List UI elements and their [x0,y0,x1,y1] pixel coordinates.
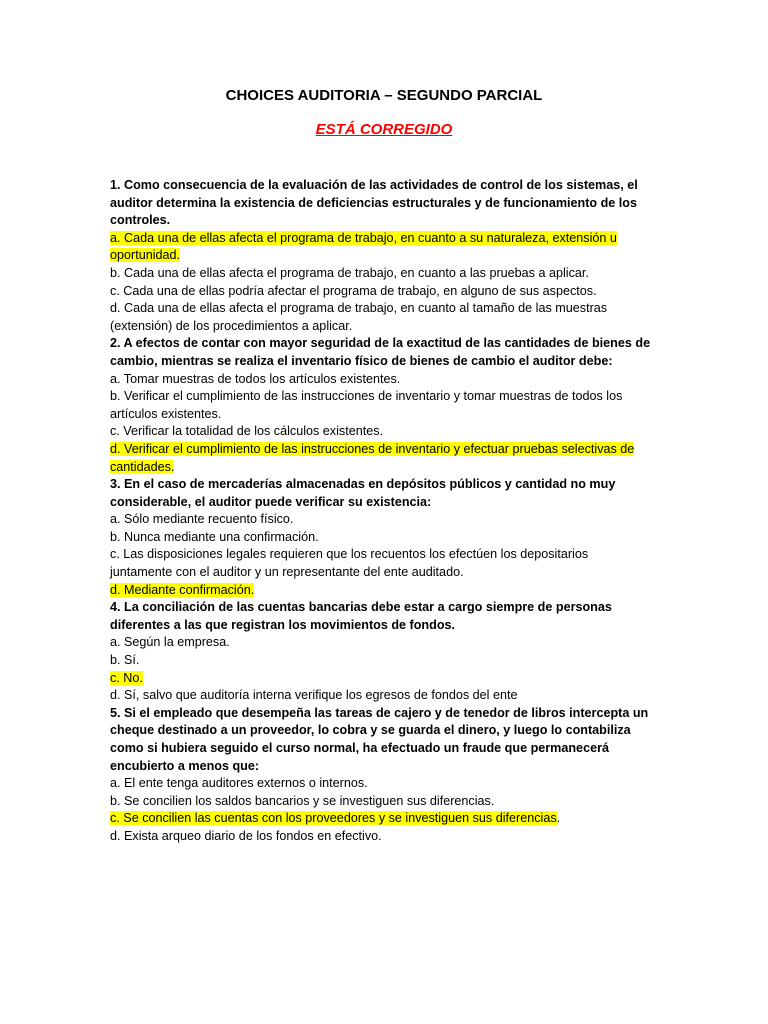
question-3-option-d [110,582,652,600]
question-1-option-d: d. Cada una de ellas afecta el programa de trabajo, en cuanto al tamaño de las muestras (extensión) de los procedimientos a aplicar. [110,301,608,333]
option-trailing-period: . [556,811,561,826]
question-2-option-d [110,441,652,476]
question-4-option-a: a. Según la empresa. [110,635,230,650]
correct-answer-highlight: d. Verificar el cumplimiento de las instrucciones de inventario y efectuar pruebas selectivas de cantidades. [110,441,635,474]
question-4-option-b: b. Sí. [110,653,140,668]
question-1: 1. Como consecuencia de la evaluación de las actividades de control de los sistemas, el auditor determina la existencia de deficiencias estructurales y de funcionamiento de los controles. [110,178,638,228]
correct-answer-highlight: c. No. [110,670,143,685]
question-3-option-b: b. Nunca mediante una confirmación. [110,529,319,544]
question-5-option-a: a. El ente tenga auditores externos o internos. [110,776,368,791]
question-5: 5. Si el empleado que desempeña las tareas de cajero y de tenedor de libros intercepta un cheque destinado a un proveedor, lo cobra y se guarda el dinero, y luego lo contabiliza como si hubiera seguido el curso normal, ha efectuado un fraude que permanecerá encubierto a menos que: [110,705,649,773]
document-title: CHOICES AUDITORIA – SEGUNDO PARCIAL [225,87,543,104]
correct-answer-highlight: d. Mediante confirmación. [110,582,255,597]
question-3-option-a: a. Sólo mediante recuento físico. [110,512,294,527]
question-1-option-c: c. Cada una de ellas podría afectar el programa de trabajo, en alguno de sus aspectos. [110,283,597,298]
question-2-option-c: c. Verificar la totalidad de los cálculos existentes. [110,424,384,439]
question-1-option-b: b. Cada una de ellas afecta el programa de trabajo, en cuanto a las pruebas a aplicar. [110,265,589,280]
question-3: 3. En el caso de mercaderías almacenadas en depósitos públicos y cantidad no muy considerable, el auditor puede verificar su existencia: [110,477,616,509]
question-5-option-c [110,810,652,828]
question-5-option-b: b. Se concilien los saldos bancarios y se investiguen sus diferencias. [110,793,495,808]
question-4: 4. La conciliación de las cuentas bancarias debe estar a cargo siempre de personas diferentes a las que registran los movimientos de fondos. [110,600,612,632]
question-1-option-a [110,230,652,265]
question-4-option-c [110,670,652,688]
question-5-option-d: d. Exista arqueo diario de los fondos en efectivo. [110,828,382,843]
question-4-option-d: d. Sí, salvo que auditoría interna verifique los egresos de fondos del ente [110,688,518,703]
question-2: 2. A efectos de contar con mayor seguridad de la exactitud de las cantidades de bienes de cambio, mientras se realiza el inventario físico de bienes de cambio el auditor debe: [110,336,651,368]
document-subtitle: ESTÁ CORREGIDO [315,121,453,138]
question-2-option-a: a. Tomar muestras de todos los artículos existentes. [110,371,401,386]
question-list [110,177,652,846]
question-2-option-b: b. Verificar el cumplimiento de las instrucciones de inventario y tomar muestras de todos los artículos existentes. [110,389,623,421]
question-3-option-c: c. Las disposiciones legales requieren que los recuentos los efectúen los depositarios juntamente con el auditor y un representante del ente auditado. [110,547,589,580]
correct-answer-highlight: c. Se concilien las cuentas con los proveedores y se investiguen sus diferencias [110,811,557,826]
correct-answer-highlight: a. Cada una de ellas afecta el programa de trabajo, en cuanto a su naturaleza, extensión u oportunidad. [110,230,617,263]
